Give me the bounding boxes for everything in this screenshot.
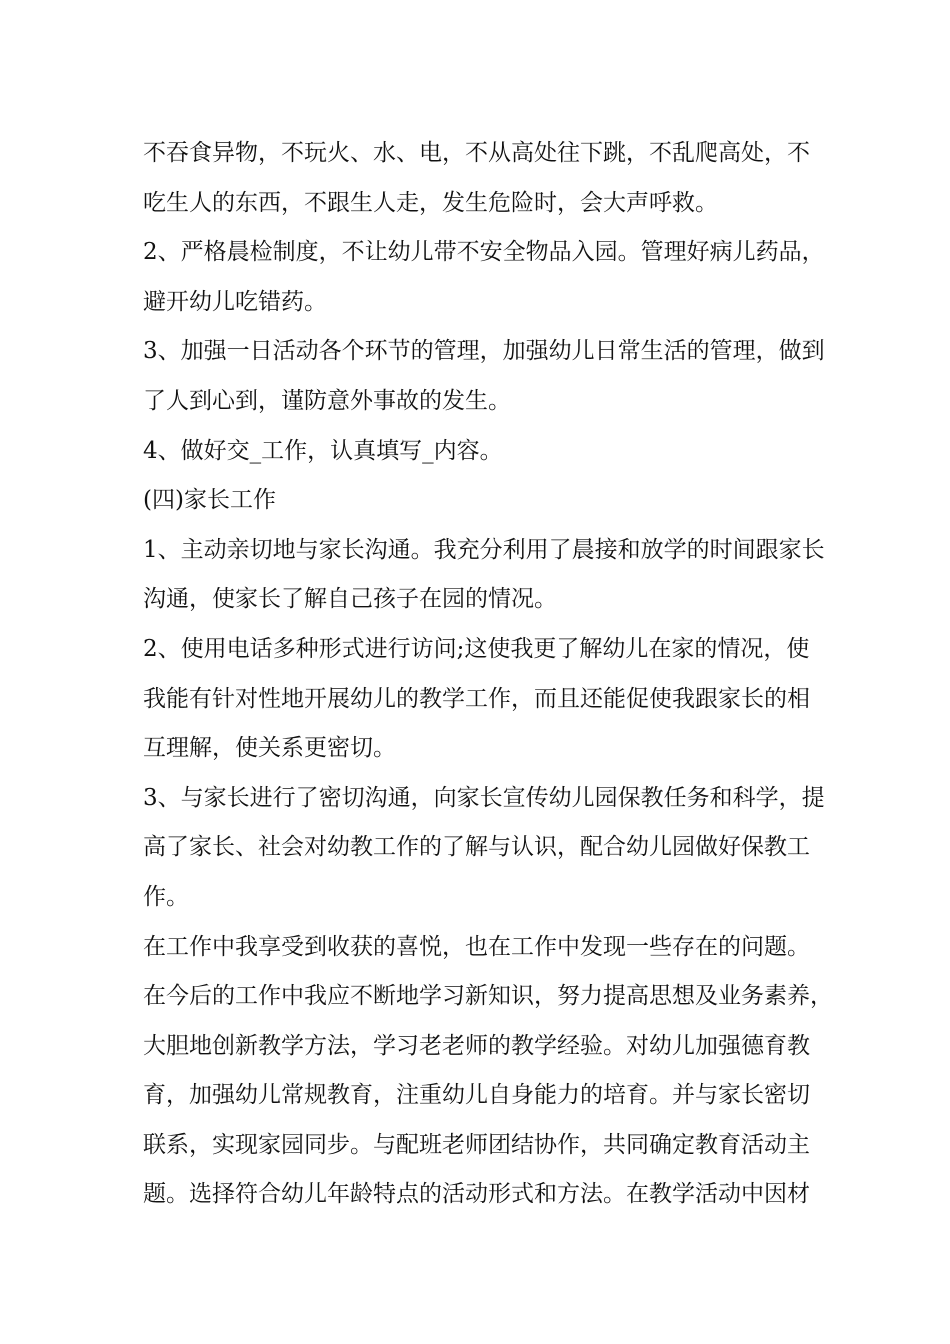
text-line: 我能有针对性地开展幼儿的教学工作，而且还能促使我跟家长的相 [143, 685, 810, 712]
text-line: 3、加强一日活动各个环节的管理，加强幼儿日常生活的管理，做到 [143, 338, 825, 365]
text-line: 大胆地创新教学方法，学习老老师的教学经验。对幼儿加强德育教 [143, 1032, 810, 1059]
text-line: 互理解，使关系更密切。 [143, 735, 396, 762]
text-line: 不吞食异物，不玩火、水、电，不从高处往下跳，不乱爬高处，不 [143, 140, 810, 166]
text-line: 在工作中我享受到收获的喜悦，也在工作中发现一些存在的问题。 [143, 933, 810, 960]
text-line: 题。选择符合幼儿年龄特点的活动形式和方法。在教学活动中因材 [143, 1181, 810, 1208]
text-line: 育，加强幼儿常规教育，注重幼儿自身能力的培育。并与家长密切 [143, 1082, 810, 1109]
document-body [143, 132, 833, 1223]
text-line: 1、主动亲切地与家长沟通。我充分利用了晨接和放学的时间跟家长 [143, 536, 825, 563]
text-line: 避开幼儿吃错药。 [143, 288, 327, 315]
text-line: 作。 [143, 883, 189, 910]
text-line: 沟通，使家长了解自己孩子在园的情况。 [143, 586, 557, 613]
text-line: 3、与家长进行了密切沟通，向家长宣传幼儿园保教任务和科学，提 [143, 784, 825, 811]
text-line: 2、严格晨检制度，不让幼儿带不安全物品入园。管理好病儿药品， [143, 239, 825, 266]
text-line: 4、做好交_工作，认真填写_内容。 [143, 437, 503, 464]
section-heading: (四)家长工作 [143, 487, 276, 514]
text-line: 高了家长、社会对幼教工作的了解与认识，配合幼儿园做好保教工 [143, 834, 810, 861]
text-line: 了人到心到，谨防意外事故的发生。 [143, 387, 511, 414]
text-line: 在今后的工作中我应不断地学习新知识，努力提高思想及业务素养， [143, 983, 833, 1010]
text-line: 联系，实现家园同步。与配班老师团结协作，共同确定教育活动主 [143, 1131, 810, 1158]
text-line: 2、使用电话多种形式进行访问;这使我更了解幼儿在家的情况，使 [143, 635, 810, 662]
text-line: 吃生人的东西，不跟生人走，发生危险时，会大声呼救。 [143, 189, 718, 216]
